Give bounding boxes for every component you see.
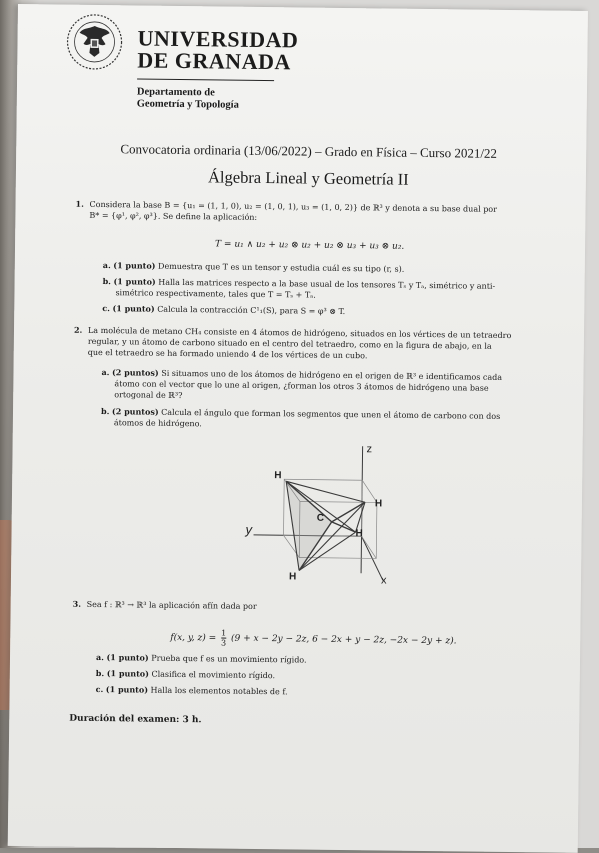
q2a-points: (2 puntos) bbox=[111, 367, 159, 378]
exam-subject: Álgebra Lineal y Geometría II bbox=[207, 167, 409, 189]
q3c bbox=[96, 684, 288, 697]
q1c bbox=[102, 303, 345, 317]
q3a-text: Prueba que f es un movimiento rígido. bbox=[151, 653, 307, 665]
exam-convocatoria: Convocatoria ordinaria (13/06/2022) – Grado en Física – Curso 2021/22 bbox=[120, 141, 498, 161]
department-line2: Geometría y Topología bbox=[136, 98, 239, 111]
university-name-line2: DE GRANADA bbox=[137, 47, 291, 75]
q3-fraction-denominator: 3 bbox=[220, 638, 227, 648]
q1-formula: T = u₁ ∧ u₂ + u₂ ⊗ u₂ + u₂ ⊗ u₃ + u₃ ⊗ u₂. bbox=[215, 239, 405, 252]
q2b-text-line1: Calcula el ángulo que forman los segmentos que unen el átomo de carbono con dos bbox=[161, 407, 501, 421]
q3-intro: Sea f : ℝ³ → ℝ³ la aplicación afín dada por bbox=[86, 599, 257, 611]
q3b-text: Clasifica el movimiento rígido. bbox=[151, 669, 276, 681]
q2-intro-line1: La molécula de metano CH₄ consiste en 4 átomos de hidrógeno, situados en los vértices de un tetraedro bbox=[87, 325, 512, 341]
q3-fraction-numerator: 1 bbox=[221, 628, 227, 638]
q1a-label: a. bbox=[102, 260, 111, 271]
q2b-label: b. bbox=[100, 406, 110, 417]
q1a-text: Demuestra que T es un tensor y estudia cuál es su tipo (r, s). bbox=[158, 261, 405, 274]
q1c-points: (1 punto) bbox=[112, 303, 155, 314]
q1a bbox=[103, 260, 405, 275]
exam-sheet bbox=[8, 4, 588, 853]
label-h-center: H bbox=[355, 528, 363, 540]
q3-formula-rhs: (9 + x − 2y − 2z, 6 − 2x + y − 2z, −2x − 2y + z). bbox=[230, 633, 457, 647]
university-name-line1: UNIVERSIDAD bbox=[137, 25, 299, 53]
q3-formula-lhs: f(x, y, z) = bbox=[170, 632, 217, 644]
label-h-bottom: H bbox=[288, 571, 297, 583]
q2-intro-line2: regular, y un átomo de carbono situado en el centro del tetraedro, como en la figura de abajo, en la bbox=[87, 336, 492, 351]
header-divider bbox=[137, 78, 274, 81]
q3c-label: c. bbox=[95, 684, 104, 695]
q1c-label: c. bbox=[102, 303, 111, 314]
q2-intro-line3: que el tetraedro se ha formado uniendo 4 de los vértices de un cubo. bbox=[87, 347, 368, 361]
q2b-text-line2: átomos de hidrógeno. bbox=[113, 418, 202, 429]
methane-tetrahedron-figure bbox=[233, 437, 395, 589]
q3a bbox=[96, 652, 307, 666]
q3-formula bbox=[170, 628, 456, 650]
q3b-label: b. bbox=[95, 668, 105, 679]
q3b bbox=[96, 668, 275, 681]
label-h-right: H bbox=[374, 498, 383, 510]
q1c-text: Calcula la contracción C¹₁(S), para S = φ³ ⊗ T. bbox=[157, 304, 346, 317]
q2a-text-line3: ortogonal de ℝ³? bbox=[114, 390, 183, 401]
q1a-points: (1 punto) bbox=[113, 260, 156, 271]
q3-formula-fraction bbox=[221, 629, 226, 648]
q3a-label: a. bbox=[95, 652, 105, 663]
q2a-text-line2: átomo con el vector que lo une al origen, ¿forman los otros 3 átomos de hidrógeno una base bbox=[114, 379, 489, 393]
q3b-points: (1 punto) bbox=[106, 668, 150, 679]
q3-number: 3. bbox=[72, 598, 82, 609]
exam-duration: Duración del examen: 3 h. bbox=[69, 713, 202, 726]
q3c-text: Halla los elementos notables de f. bbox=[150, 685, 288, 697]
university-name bbox=[137, 27, 298, 73]
q2b-points: (2 puntos) bbox=[111, 406, 159, 417]
label-z: z bbox=[366, 443, 373, 456]
q1b-text-line1: Halla las matrices respecto a la base usual de los tensores Tₛ y Tₐ, simétrico y anti- bbox=[158, 277, 496, 291]
q1-number: 1. bbox=[75, 198, 84, 209]
q1b-text-line2: simétrico respectivamente, tales que T = Tₛ + Tₐ. bbox=[115, 288, 316, 300]
q3a-points: (1 punto) bbox=[106, 652, 149, 663]
q2a-label: a. bbox=[101, 367, 110, 378]
label-c: C bbox=[316, 512, 325, 524]
q3c-points: (1 punto) bbox=[105, 684, 149, 695]
q1-intro-line2: B* = {φ¹, φ², φ³}. Se define la aplicación: bbox=[89, 210, 258, 222]
q1b-points: (1 punto) bbox=[113, 276, 156, 287]
label-y: y bbox=[245, 521, 253, 537]
q2-number: 2. bbox=[73, 324, 83, 335]
department-name bbox=[137, 86, 239, 111]
label-x: x bbox=[380, 574, 387, 587]
q1b-label: b. bbox=[102, 276, 112, 287]
university-crest-icon bbox=[64, 11, 125, 76]
q2a-text-line1: Si situamos uno de los átomos de hidrógeno en el origen de ℝ³ e identificamos cada bbox=[161, 368, 503, 382]
label-h-top: H bbox=[274, 470, 282, 482]
department-line1: Departamento de bbox=[136, 86, 215, 99]
q1-intro-line1: Considera la base B = {u₁ = (1, 1, 0), u₂ = (1, 0, 1), u₃ = (1, 0, 2)} de ℝ³ y denota a su base dual por bbox=[89, 199, 498, 214]
